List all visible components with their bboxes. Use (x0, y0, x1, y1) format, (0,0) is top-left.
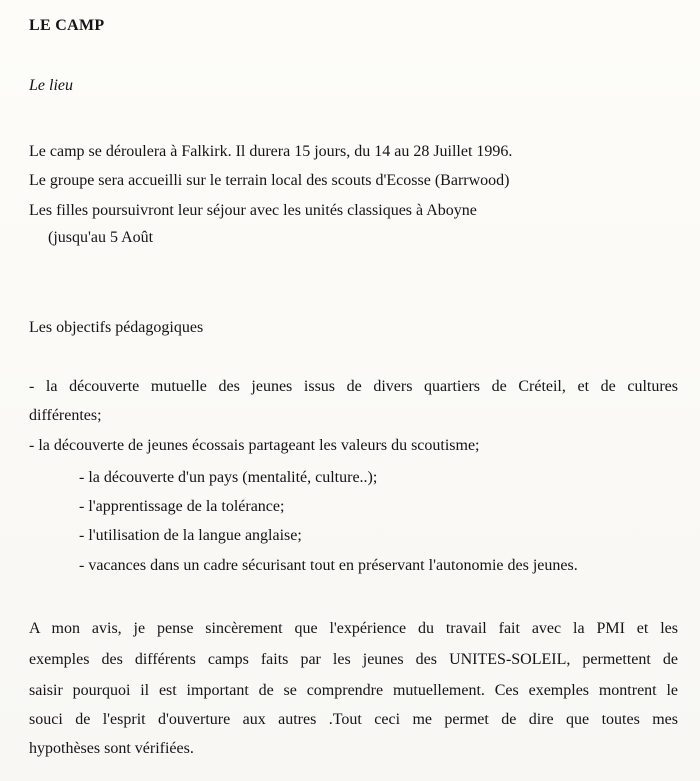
conclusion-line: A mon avis, je pense sincèrement que l'expérience du travail fait avec la PMI et les (29, 620, 678, 637)
conclusion-line: saisir pourquoi il est important de se comprendre mutuellement. Ces exemples montrent le (29, 682, 678, 699)
objective-item: - la découverte de jeunes écossais partageant les valeurs du scoutisme; (29, 437, 480, 454)
objective-sub-item: - la découverte d'un pays (mentalité, culture..); (79, 469, 378, 486)
location-line: (jusqu'au 5 Août (48, 229, 154, 246)
objective-sub-item: - l'apprentissage de la tolérance; (79, 498, 285, 515)
conclusion-line: exemples des différents camps faits par les jeunes des UNITES-SOLEIL, permettent de (29, 651, 678, 668)
location-line: Le groupe sera accueilli sur le terrain local des scouts d'Ecosse (Barrwood) (29, 172, 510, 189)
location-line: Le camp se déroulera à Falkirk. Il durera 15 jours, du 14 au 28 Juillet 1996. (29, 143, 513, 160)
objective-item: - la découverte mutuelle des jeunes issus de divers quartiers de Créteil, et de cultures (29, 378, 678, 395)
conclusion-line: souci de l'esprit d'ouverture aux autres .Tout ceci me permet de dire que toutes mes (29, 711, 678, 728)
conclusion-line: hypothèses sont vérifiées. (29, 740, 194, 757)
objective-item-continuation: différentes; (29, 407, 102, 424)
objective-sub-item: - l'utilisation de la langue anglaise; (79, 527, 302, 544)
location-line: Les filles poursuivront leur séjour avec les unités classiques à Aboyne (29, 202, 477, 219)
objective-sub-item: - vacances dans un cadre sécurisant tout en préservant l'autonomie des jeunes. (79, 557, 578, 574)
section-title: LE CAMP (29, 17, 105, 34)
objectives-heading: Les objectifs pédagogiques (29, 319, 204, 336)
subsection-title: Le lieu (29, 77, 73, 94)
